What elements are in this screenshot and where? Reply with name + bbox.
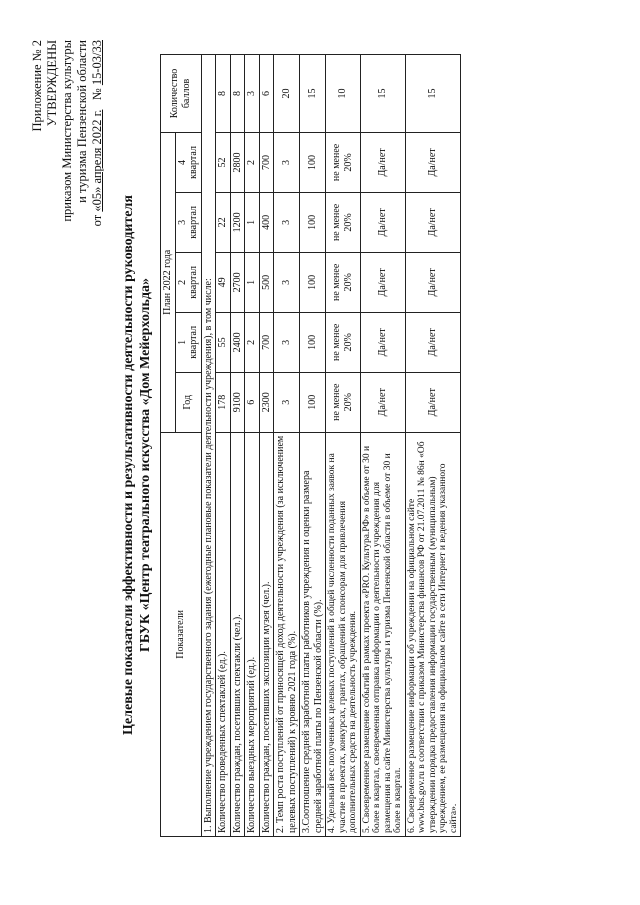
q1-cell: Да/нет bbox=[405, 312, 461, 372]
year-cell: Да/нет bbox=[405, 372, 461, 432]
q3-cell: Да/нет bbox=[360, 192, 405, 252]
table-row bbox=[216, 55, 231, 837]
points-cell: 6 bbox=[259, 55, 274, 133]
q2-cell: 3 bbox=[274, 252, 300, 312]
q4-cell: 100 bbox=[300, 132, 326, 192]
indicator-label: Количество выездных мероприятий (ед.). bbox=[245, 432, 260, 836]
indicator-label: Количество граждан, посетивших экспозиции музея (чел.). bbox=[259, 432, 274, 836]
approved-label: УТВЕРЖДЕНЫ bbox=[45, 40, 59, 127]
year-cell: 9100 bbox=[230, 372, 245, 432]
year-cell: 3 bbox=[274, 372, 300, 432]
q1-cell: 55 bbox=[216, 312, 231, 372]
q1-cell: не менее 20% bbox=[326, 312, 361, 372]
q4-cell: не менее 20% bbox=[326, 132, 361, 192]
table-row bbox=[405, 55, 461, 837]
q2-cell: 49 bbox=[216, 252, 231, 312]
q4-cell: Да/нет bbox=[360, 132, 405, 192]
q1-cell: 700 bbox=[259, 312, 274, 372]
indicator-column-header: Показатели bbox=[161, 432, 202, 836]
title-line-2: ГБУК «Центр театрального искусства «Дом Мейерхольда» bbox=[138, 277, 153, 653]
indicator-label: Количество граждан, посетивших спектакли (чел.). bbox=[230, 432, 245, 836]
q1-cell: 2400 bbox=[230, 312, 245, 372]
order-line-2: и туризма Пензенской области bbox=[75, 40, 89, 203]
year-column-header: Год bbox=[175, 372, 201, 432]
q4-cell: 2800 bbox=[230, 132, 245, 192]
q3-cell: 400 bbox=[259, 192, 274, 252]
date-prefix: от bbox=[90, 214, 104, 227]
points-cell: 15 bbox=[300, 55, 326, 133]
q4-cell: 3 bbox=[274, 132, 300, 192]
document-title bbox=[120, 85, 154, 845]
q1-cell: Да/нет bbox=[360, 312, 405, 372]
points-cell: 8 bbox=[230, 55, 245, 133]
q4-cell: Да/нет bbox=[405, 132, 461, 192]
year-cell: не менее 20% bbox=[326, 372, 361, 432]
section-1-label: 1. Выполнение учреждением государственного задания (ежегодные плановые показатели деятельности учреждения), в том числе: bbox=[201, 55, 216, 837]
plan-column-header: План 2022 года bbox=[161, 132, 176, 432]
approval-header bbox=[30, 40, 105, 226]
q3-cell: 1200 bbox=[230, 192, 245, 252]
points-cell: 20 bbox=[274, 55, 300, 133]
q4-cell: 700 bbox=[259, 132, 274, 192]
points-column-header: Количество баллов bbox=[161, 55, 202, 133]
points-cell: 8 bbox=[216, 55, 231, 133]
indicator-label: 4. Удельный вес полученных целевых поступлений в общей численности поданных заявок на участие в проектах, конкурсах, грантах, обращений к спонсорам для привлечения дополнительных средств на деятельность учреждения. bbox=[326, 432, 361, 836]
table-row bbox=[230, 55, 245, 837]
q1-cell: 100 bbox=[300, 312, 326, 372]
q3-column-header: 3 квартал bbox=[175, 192, 201, 252]
indicator-label: Количество проведенных спектаклей (ед.). bbox=[216, 432, 231, 836]
q3-cell: 22 bbox=[216, 192, 231, 252]
q3-cell: Да/нет bbox=[405, 192, 461, 252]
year-cell: 178 bbox=[216, 372, 231, 432]
indicator-label: 3.Соотношение средней заработной платы работников учреждения и оценки размера средней заработной платы по Пензенской области (%). bbox=[300, 432, 326, 836]
q2-cell: не менее 20% bbox=[326, 252, 361, 312]
indicator-label: 6. Своевременное размещение информации об учреждении на официальном сайте www.bus.gov.ru в соответствии с приказом Министерства финансов РФ от 21.07.2011 № 86н «Об утверждении порядка предоставления информации государственным (муниципальным) учреждением, ее размещения на официальном сайте в сети Интернет и ведения указанного сайта». bbox=[405, 432, 461, 836]
q3-cell: 1 bbox=[245, 192, 260, 252]
q3-cell: не менее 20% bbox=[326, 192, 361, 252]
q4-column-header: 4 квартал bbox=[175, 132, 201, 192]
table-row bbox=[300, 55, 326, 837]
table-row bbox=[326, 55, 361, 837]
order-date: «05» апреля 2022 г. bbox=[90, 109, 104, 212]
q2-cell: Да/нет bbox=[405, 252, 461, 312]
order-line-1: приказом Министерства культуры bbox=[60, 40, 74, 222]
year-cell: 6 bbox=[245, 372, 260, 432]
q2-column-header: 2 квартал bbox=[175, 252, 201, 312]
q2-cell: 100 bbox=[300, 252, 326, 312]
q1-cell: 3 bbox=[274, 312, 300, 372]
q2-cell: 500 bbox=[259, 252, 274, 312]
q3-cell: 3 bbox=[274, 192, 300, 252]
table-header-row bbox=[161, 55, 176, 837]
q4-cell: 52 bbox=[216, 132, 231, 192]
points-cell: 10 bbox=[326, 55, 361, 133]
q2-cell: 1 bbox=[245, 252, 260, 312]
section-row bbox=[201, 55, 216, 837]
title-line-1: Целевые показатели эффективности и результативности деятельности руководителя bbox=[121, 195, 136, 735]
table-row bbox=[259, 55, 274, 837]
q1-column-header: 1 квартал bbox=[175, 312, 201, 372]
indicator-label: 5. Своевременное размещение событий в рамках проекта «PRO. Культура.РФ» в объеме от 30 и более в квартал, своевременная отправка информации о деятельности учреждения для размещения на сайте Министерства культуры и туризма Пензенской области в объеме от 30 и более в квартал. bbox=[360, 432, 405, 836]
order-number: 15-03/33 bbox=[90, 40, 104, 86]
q4-cell: 2 bbox=[245, 132, 260, 192]
table-row bbox=[360, 55, 405, 837]
points-cell: 15 bbox=[360, 55, 405, 133]
indicators-table bbox=[160, 54, 461, 837]
q3-cell: 100 bbox=[300, 192, 326, 252]
appendix-label: Приложение № 2 bbox=[30, 40, 44, 132]
year-cell: Да/нет bbox=[360, 372, 405, 432]
year-cell: 100 bbox=[300, 372, 326, 432]
q2-cell: Да/нет bbox=[360, 252, 405, 312]
indicator-label: 2. Темп роста поступлений от приносящей доход деятельности учреждения (за исключением целевых поступлений) к уровню 2021 года (%). bbox=[274, 432, 300, 836]
order-date-line bbox=[90, 40, 105, 226]
points-cell: 15 bbox=[405, 55, 461, 133]
table-row bbox=[274, 55, 300, 837]
points-cell: 3 bbox=[245, 55, 260, 133]
table-row bbox=[245, 55, 260, 837]
q2-cell: 2700 bbox=[230, 252, 245, 312]
year-cell: 2300 bbox=[259, 372, 274, 432]
number-prefix: № bbox=[90, 88, 104, 101]
q1-cell: 2 bbox=[245, 312, 260, 372]
